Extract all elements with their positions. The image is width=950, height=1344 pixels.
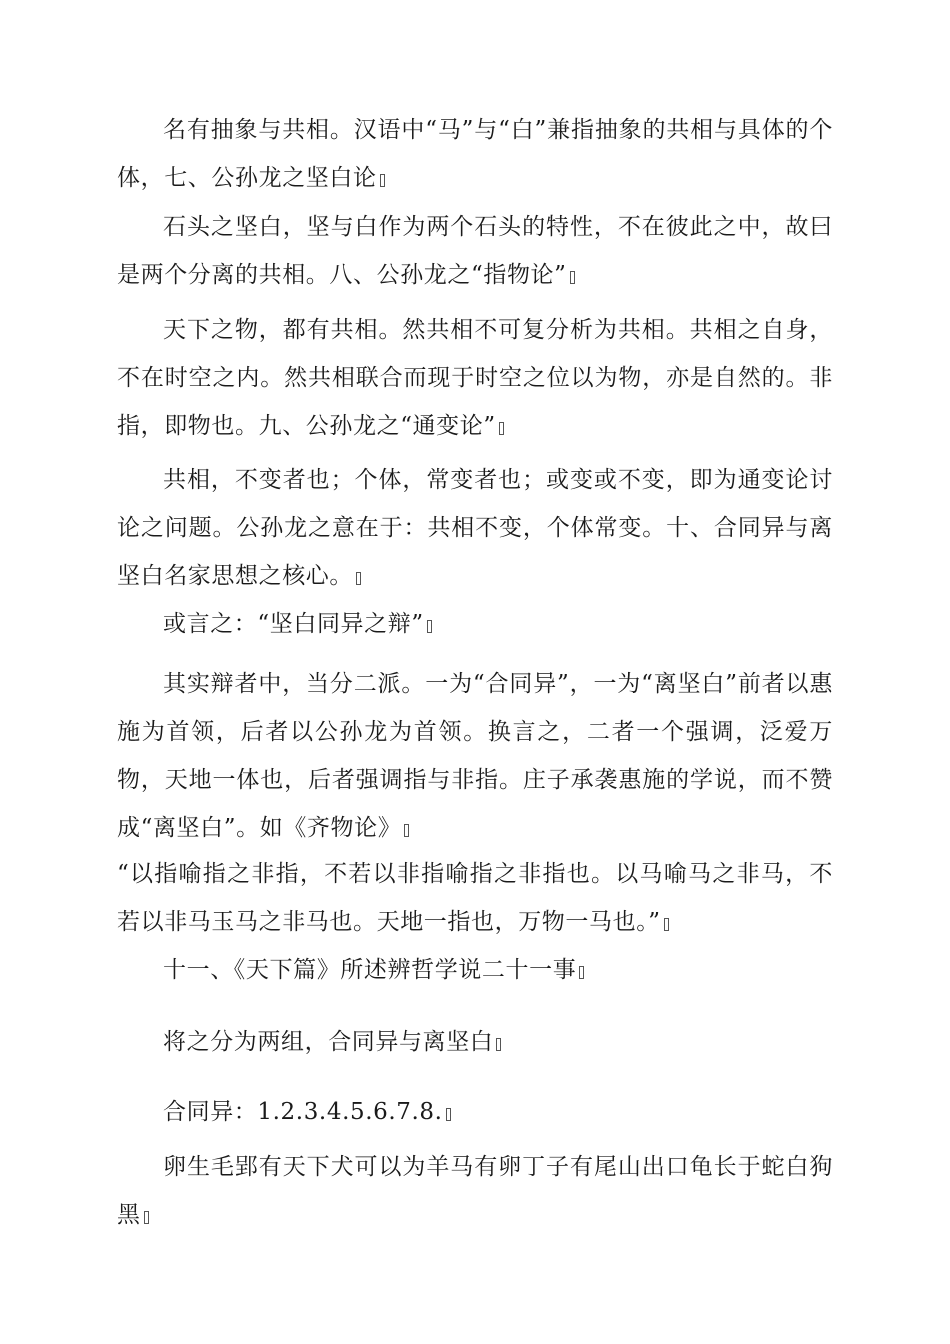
paragraph-mark-icon xyxy=(356,572,361,585)
paragraph-quote: “以指喻指之非指，不若以非指喻指之非指也。以马喻马之非马，不若以非马玉马之非马也。天地一指也，万物一马也。” xyxy=(117,861,833,935)
paragraph-mark-icon xyxy=(496,1038,501,1051)
paragraph-mark-icon xyxy=(499,422,504,435)
paragraph-mark-icon xyxy=(380,174,385,187)
paragraph-mark-icon xyxy=(144,1211,149,1224)
paragraph-mark-icon xyxy=(427,620,432,633)
paragraph-mark-icon xyxy=(446,1108,451,1121)
paragraph-mark-icon xyxy=(664,918,669,931)
paragraph-9: 将之分为两组，合同异与离坚白 xyxy=(117,1018,833,1066)
paragraph-10: 合同异：1.2.3.4.5.6.7.8. xyxy=(117,1088,833,1136)
paragraph-mark-icon xyxy=(579,966,584,979)
paragraph-mark-icon xyxy=(570,271,575,284)
paragraph-11: 卵生毛郢有天下犬可以为羊马有卵丁子有尾山出口龟长于蛇白狗黑 xyxy=(117,1154,833,1228)
paragraph-1: 名有抽象与共相。汉语中“马”与“白”兼指抽象的共相与具体的个体，七、公孙龙之坚白论 xyxy=(117,117,833,191)
paragraph-6: 其实辩者中，当分二派。一为“合同异”，一为“离坚白”前者以惠施为首领，后者以公孙龙为首领。换言之，二者一个强调，泛爱万物，天地一体也，后者强调指与非指。庄子承袭惠施的学说，而不赞成“离坚白”。如《齐物论》 xyxy=(117,671,833,841)
paragraph-mark-icon xyxy=(404,824,409,837)
paragraph-3: 天下之物，都有共相。然共相不可复分析为共相。共相之自身，不在时空之内。然共相联合而现于时空之位以为物，亦是自然的。非指，即物也。九、公孙龙之“通变论” xyxy=(117,317,833,439)
paragraph-4: 共相，不变者也；个体，常变者也；或变或不变，即为通变论讨论之问题。公孙龙之意在于：共相不变，个体常变。十、合同异与离坚白名家思想之核心。 xyxy=(117,467,833,589)
paragraph-8: 十一、《天下篇》所述辨哲学说二十一事 xyxy=(117,946,833,994)
paragraph-2: 石头之坚白，坚与白作为两个石头的特性，不在彼此之中，故曰是两个分离的共相。八、公孙龙之“指物论” xyxy=(117,214,833,288)
paragraph-5: 或言之：“坚白同异之辩” xyxy=(117,600,833,648)
